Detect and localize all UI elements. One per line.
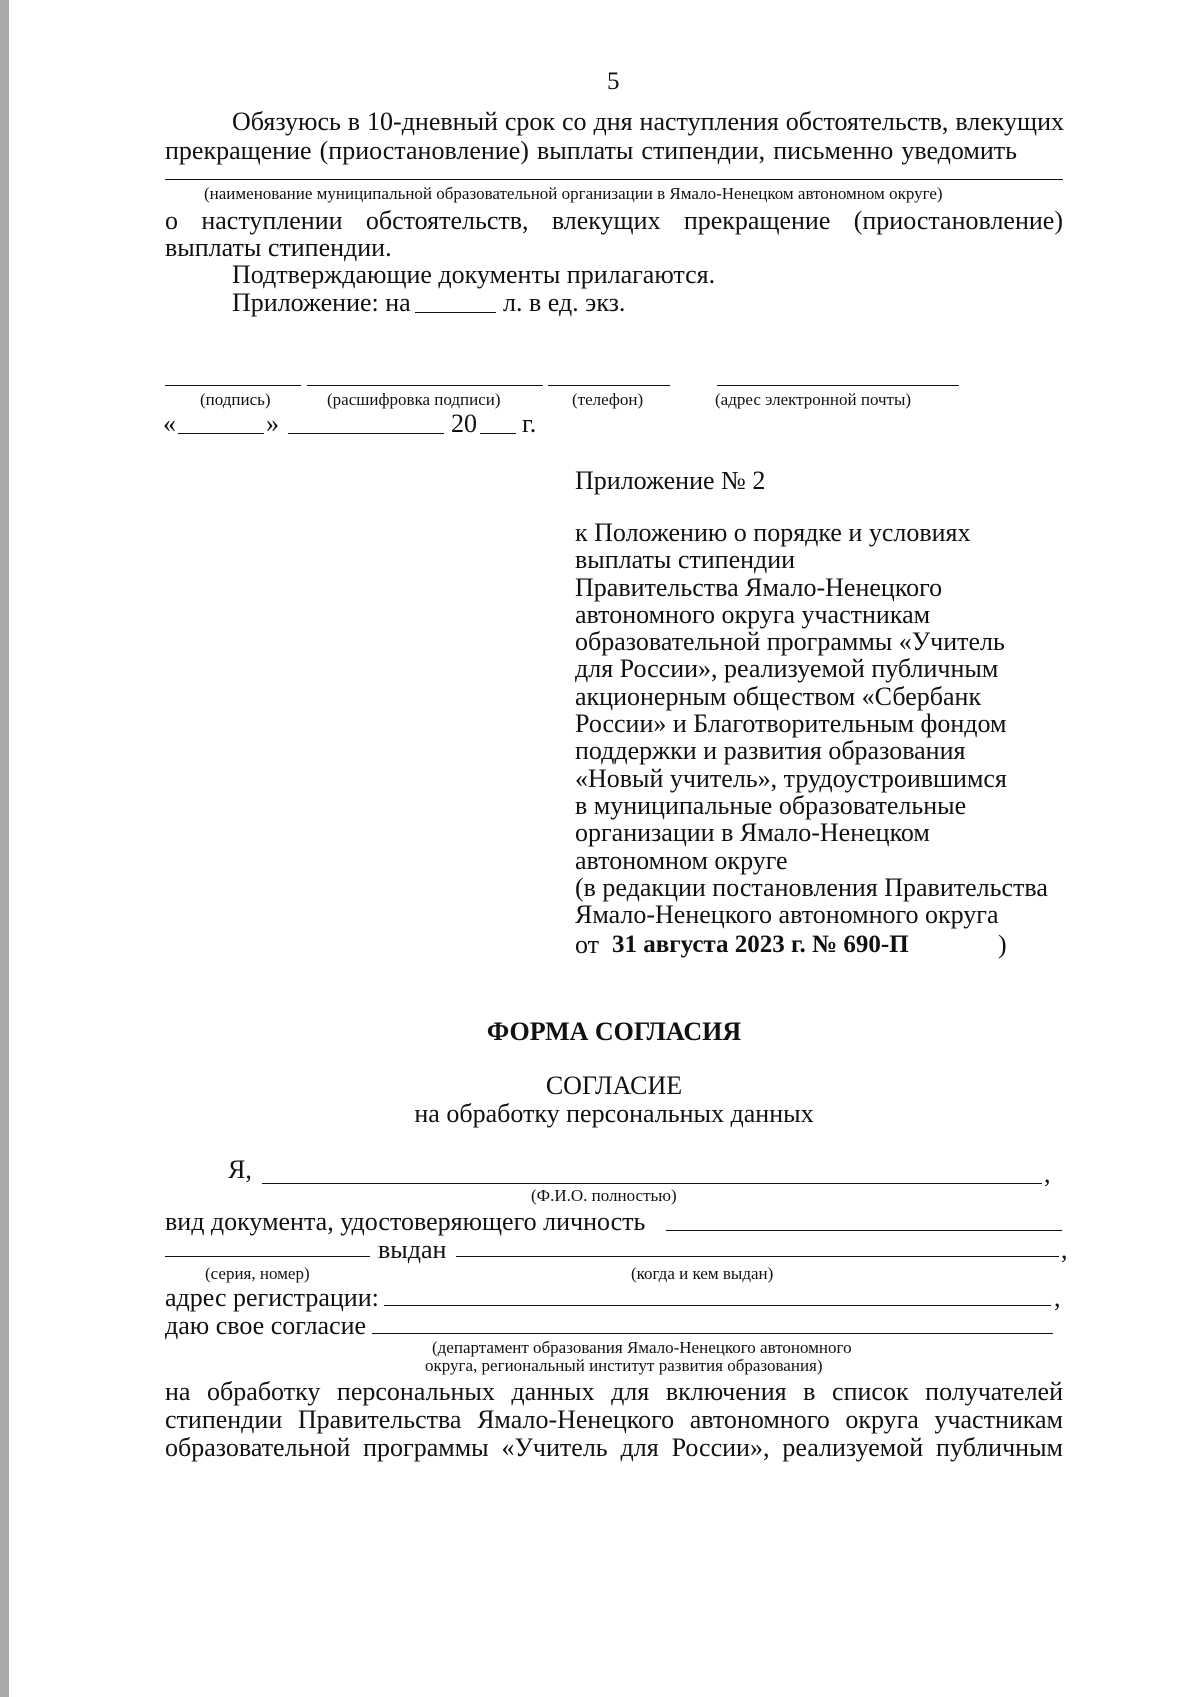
appendix-2-line: Ямало-Ненецкого автономного округа — [575, 900, 999, 930]
email-line — [717, 385, 959, 386]
appendix-2-line: России» и Благотворительным фондом — [575, 709, 1007, 739]
appendix-2-line: выплаты стипендии — [575, 545, 796, 575]
appendix-2-line: в муниципальные образовательные — [575, 790, 967, 820]
signature-caption: (подпись) — [200, 390, 271, 409]
obligation-line-2: прекращение (приостановление) выплаты стипендии, письменно уведомить — [165, 136, 1017, 165]
department-caption-line-1: (департамент образования Ямало-Ненецкого автономного — [432, 1338, 852, 1357]
appendix-2-line: поддержки и развития образования — [575, 736, 966, 766]
obligation-line-1: Обязуюсь в 10-дневный срок со дня наступления обстоятельств, влекущих — [232, 107, 1064, 136]
email-caption: (адрес электронной почты) — [715, 390, 912, 409]
circumstances-line-1: о наступлении обстоятельств, влекущих прекращение (приостановление) — [165, 206, 1063, 235]
issued-comma: , — [1061, 1235, 1068, 1264]
org-name-caption: (наименование муниципальной образовательной организации в Ямало-Ненецком автономном округе) — [204, 184, 943, 203]
consent-recipient-field — [372, 1333, 1053, 1334]
appendix-2-line: (в редакции постановления Правительства — [575, 872, 1048, 902]
registration-address-label: адрес регистрации: — [165, 1283, 379, 1312]
i-label: Я, — [228, 1155, 252, 1184]
series-number-field — [165, 1256, 370, 1257]
id-document-label: вид документа, удостоверяющего личность — [165, 1207, 646, 1236]
issued-label: выдан — [378, 1235, 447, 1264]
date-year-prefix: 20 — [451, 409, 477, 438]
signature-line — [165, 385, 301, 386]
signature-decode-line — [307, 385, 543, 386]
appendix-2-line: к Положению о порядке и условиях — [575, 518, 971, 547]
consent-body-line: стипендии Правительства Ямало-Ненецкого автономного округа участникам — [165, 1405, 1063, 1434]
appendix-count-suffix: л. в ед. экз. — [503, 288, 626, 317]
consent-title: СОГЛАСИЕ — [545, 1071, 683, 1100]
full-name-caption: (Ф.И.О. полностью) — [531, 1186, 677, 1205]
appendix-2-line: образовательной программы «Учитель — [575, 627, 1005, 657]
appendix-2-line: «Новый учитель», трудоустроившимся — [575, 763, 1007, 793]
amendment-close-paren: ) — [998, 930, 1007, 959]
form-title: ФОРМА СОГЛАСИЯ — [486, 1017, 742, 1046]
department-caption-line-2: округа, региональный институт развития образования) — [425, 1356, 823, 1375]
appendix-2-reference — [575, 519, 1048, 928]
appendix-2-line: организации в Ямало-Ненецком — [575, 818, 930, 848]
address-comma: , — [1054, 1283, 1061, 1312]
full-name-field — [262, 1183, 1042, 1184]
date-day-field — [178, 433, 264, 434]
phone-caption: (телефон) — [572, 390, 644, 409]
sheets-count-field — [415, 312, 496, 313]
phone-line — [548, 385, 670, 386]
circumstances-line-2: выплаты стипендии. — [165, 233, 392, 262]
appendix-2-line: для России», реализуемой публичным — [575, 654, 999, 684]
amendment-date: 31 августа 2023 г. № 690-П — [612, 931, 909, 958]
consent-body-line: на обработку персональных данных для включения в список получателей — [165, 1377, 1063, 1406]
date-month-field — [288, 433, 444, 434]
issued-by-field — [456, 1256, 1059, 1257]
appendix-2-line: Правительства Ямало-Ненецкого — [575, 572, 943, 602]
date-year-suffix: г. — [522, 409, 537, 438]
signature-decode-caption: (расшифровка подписи) — [327, 390, 501, 409]
docs-attached: Подтверждающие документы прилагаются. — [232, 260, 716, 289]
appendix-2-line: автономного округа участникам — [575, 599, 931, 629]
date-open-quote: « — [163, 409, 176, 438]
appendix-count-prefix: Приложение: на — [232, 288, 411, 317]
series-number-caption: (серия, номер) — [205, 1264, 310, 1283]
page-number: 5 — [607, 68, 620, 95]
org-name-line — [165, 179, 1063, 180]
appendix-2-title: Приложение № 2 — [575, 466, 766, 495]
consent-subtitle: на обработку персональных данных — [414, 1099, 814, 1128]
date-year-field — [480, 433, 516, 434]
full-name-comma: , — [1044, 1159, 1051, 1188]
date-close-quote: » — [266, 409, 279, 438]
consent-give-label: даю свое согласие — [165, 1311, 367, 1340]
appendix-2-line: автономном округе — [575, 845, 788, 875]
id-document-field — [666, 1230, 1062, 1231]
scan-edge — [0, 0, 9, 1697]
amendment-date-prefix: от — [575, 930, 600, 959]
registration-address-field — [384, 1305, 1051, 1306]
appendix-2-line: акционерным обществом «Сбербанк — [575, 681, 982, 711]
consent-body-line: образовательной программы «Учитель для России», реализуемой публичным — [165, 1433, 1063, 1462]
issued-caption: (когда и кем выдан) — [631, 1264, 774, 1283]
